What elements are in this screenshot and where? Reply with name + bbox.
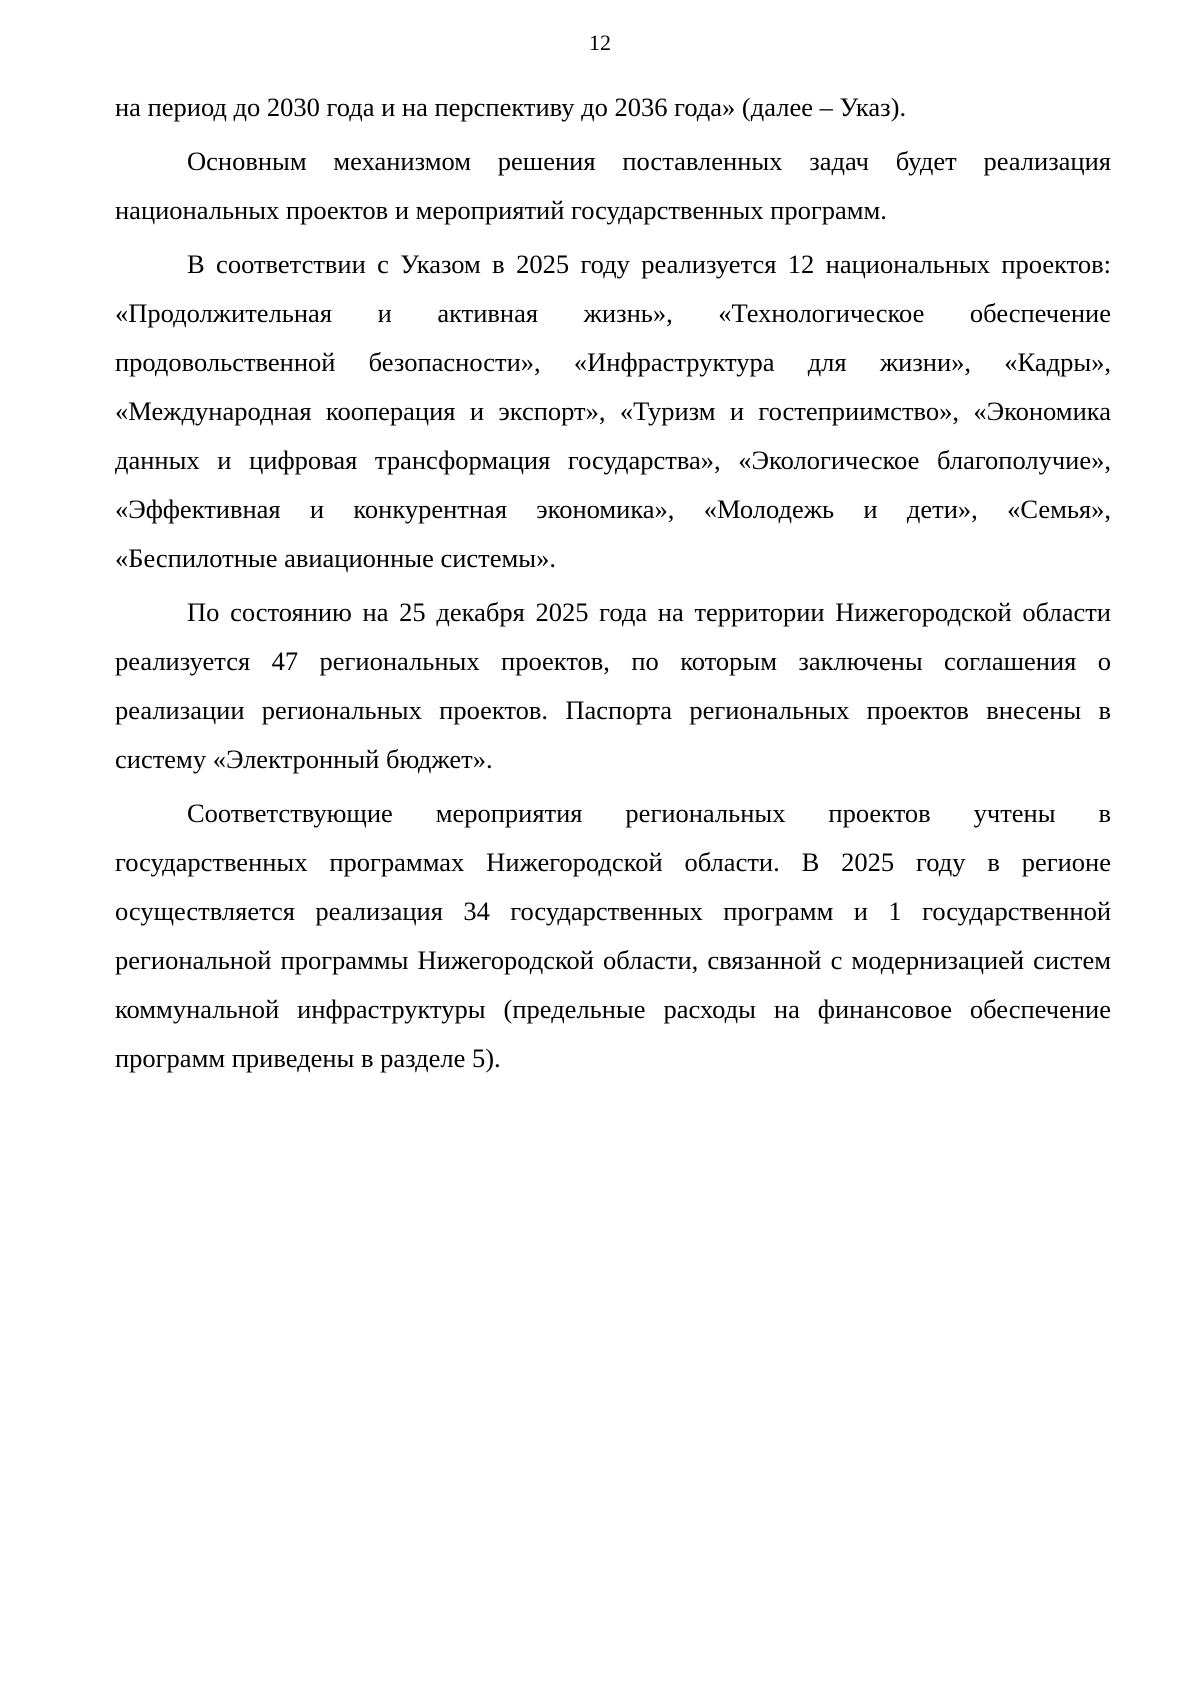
paragraph-state-programs: Соответствующие мероприятия региональных проектов учтены в государственных программах Нижегородской области. В 2025 году в регионе осуществляется реализация 34 государственных программ и 1 государственной региональной программы Нижегородской области, связанной с модернизацией систем коммунальной инфраструктуры (предельные расходы на финансовое обеспечение программ приведены в разделе 5).	[115, 798, 1111, 1073]
paragraph-national-projects: В соответствии с Указом в 2025 году реализуется 12 национальных проектов: «Продолжительная и активная жизнь», «Технологическое обеспечение продовольственной безопасности», «Инфраструктура для жизни», «Кадры», «Международная кооперация и экспорт», «Туризм и гостеприимство», «Экономика данных и цифровая трансформация государства», «Экологическое благополучие», «Эффективная и конкурентная экономика», «Молодежь и дети», «Семья», «Беспилотные авиационные системы».	[115, 249, 1111, 573]
paragraph-main-mechanism: Основным механизмом решения поставленных задач будет реализация национальных проектов и мероприятий государственных программ.	[115, 146, 1111, 225]
document-body	[115, 83, 1111, 1088]
paragraph-continuation: на период до 2030 года и на перспективу до 2036 года» (далее – Указ).	[115, 92, 907, 122]
page-number: 12	[589, 30, 611, 55]
paragraph-regional-projects: По состоянию на 25 декабря 2025 года на территории Нижегородской области реализуется 47 региональных проектов, по которым заключены соглашения о реализации региональных проектов. Паспорта региональных проектов внесены в систему «Электронный бюджет».	[115, 597, 1111, 774]
